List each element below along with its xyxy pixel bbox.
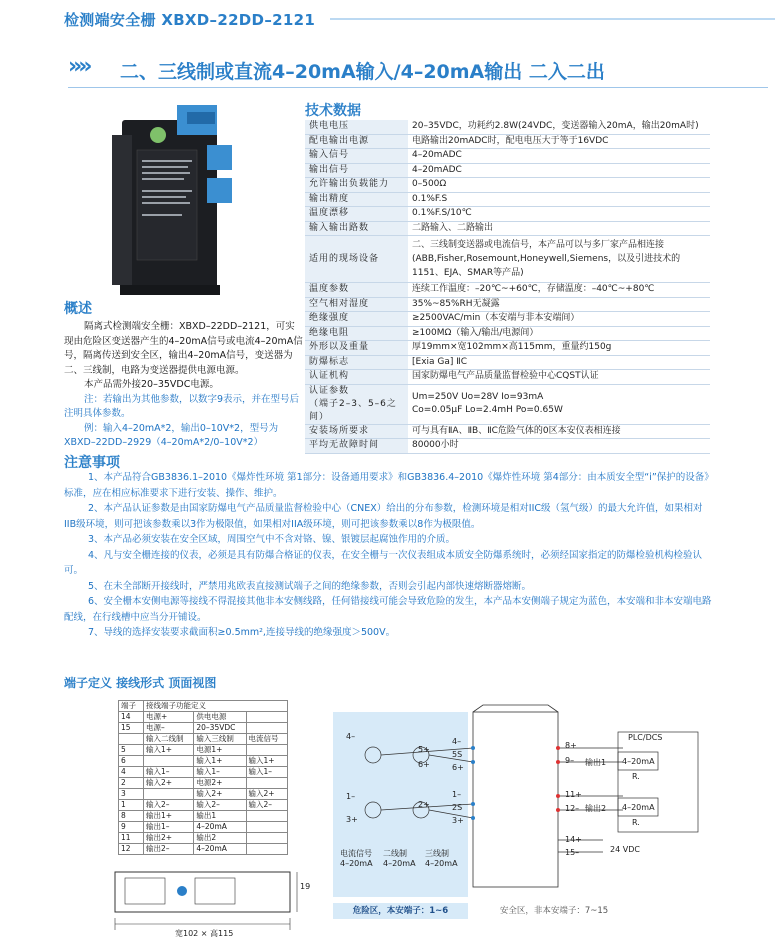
output1-range: 4–20mA (622, 757, 655, 766)
spec-value: 80000小时 (408, 439, 710, 454)
terminal-row: 8 输出1+ 输出1 (119, 811, 288, 822)
spec-row (305, 370, 710, 385)
note-item: 6、安全栅本安侧电源等接线不得混接其他非本安侧线路，任何错接线可能会导致危险的发生，本产品本安侧端子规定为蓝色，本安端和非本安端电路配线，在行线槽中应当分开铺设。 (64, 596, 712, 623)
spec-value: 连续工作温度：–20℃~+60℃，存储温度：–40℃~+80℃ (408, 283, 710, 298)
overview-p1: 隔离式检测端安全栅：XBXD–22DD–2121，可实现由危险区变送器产生的4–20mA信号或电流4–20mA信号，隔离传送到安全区，输出4–20mA信号，变送器为二、三线制，电路为变送器提供电源电源。 (64, 321, 303, 376)
spec-row (305, 312, 710, 327)
terminal-heading: 端子定义 接线形式 顶面视图 (64, 676, 217, 690)
spec-row (305, 192, 710, 207)
term-mid-6: 6+ (452, 763, 464, 772)
terminal-row: 4 输入1– 输入1– 输入1– (119, 767, 288, 778)
spec-key: 输出精度 (305, 192, 408, 207)
spec-key: 绝缘强度 (305, 312, 408, 327)
plc-label: PLC/DCS (628, 733, 663, 742)
spec-row (305, 341, 710, 356)
spec-value: 0.1%F.S/10℃ (408, 207, 710, 222)
spec-row (305, 384, 710, 424)
spec-value: 二、三线制变送器或电流信号，本产品可以与多厂家产品相连接(ABB,Fisher,Rosemount,Honeywell,Siemens，以及引进技术的1151、EJA、SMAR等产品) (408, 236, 710, 283)
spec-key: 安装场所要求 (305, 424, 408, 439)
overview-heading: 概述 (64, 301, 92, 317)
spec-value: 国家防爆电气产品质量监督检验中心CQST认证 (408, 370, 710, 385)
output2-label: 输出2 (585, 804, 607, 813)
term-right-14: 14+ (565, 835, 582, 844)
spec-value: 二路输入、二路输出 (408, 221, 710, 236)
spec-value: 厚19mm×宽102mm×高115mm，重量约150g (408, 341, 710, 356)
spec-row (305, 439, 710, 454)
terminal-row: 12 输出2– 4–20mA (119, 844, 288, 855)
spec-value: 电路输出20mADC时，配电电压大于等于16VDC (408, 134, 710, 149)
term-mid-4: 4– (452, 737, 462, 746)
terminal-table: 端子 接线端子功能定义 14 电源+ 供电电源 15 电源– 20–35VDC 输入二线制 输入三线制 电流信号 5 输入1+ 电源1+ 6 输入1+ 输入1+ 4 输入1– 输入1– 输入1– 2 输入2+ 电源2+ 3 输入2+ 输入2+ 1 输入2– 输入2– 输入2– 8 输出1+ 输出1 9 输出1– 4–20mA 11 输出2+ 输出2 12 输出2– 4–20mA (118, 700, 288, 855)
spec-value: ≥100MΩ（输入/输出/电源间） (408, 326, 710, 341)
vdc-label: 24 VDC (610, 845, 640, 854)
spec-value: 可与具有ⅡA、ⅡB、ⅡC危险气体的0区本安仪表相连接 (408, 424, 710, 439)
spec-row (305, 424, 710, 439)
spec-row (305, 283, 710, 298)
spec-value: ≥2500VAC/min（本安端与非本安端间） (408, 312, 710, 327)
label-current-range: 4–20mA (340, 859, 373, 868)
note-item: 3、本产品必须安装在安全区域，周围空气中不含对铬、镍、银镀层起腐蚀作用的介质。 (88, 534, 456, 545)
note-item: 7、导线的选择安装要求截面积≥0.5mm²,连接导线的绝缘强度＞500V。 (88, 627, 396, 638)
danger-zone-label: 危险区，本安端子：1~6 (333, 903, 468, 919)
label-three-wire: 三线制 (425, 849, 449, 858)
resistor2-label: R. (632, 818, 640, 827)
spec-key: 供电电压 (305, 120, 408, 134)
term-left-5: 5+ (418, 745, 430, 754)
spec-row (305, 149, 710, 164)
header-bar (0, 0, 775, 36)
spec-key: 配电输出电源 (305, 134, 408, 149)
term-mid-2: 2S (452, 803, 463, 812)
dimension-width: 宽102 × 高115 (175, 929, 234, 938)
notes-list (64, 470, 714, 641)
spec-row (305, 326, 710, 341)
page-title: 检测端安全栅 XBXD–22DD–2121 (64, 11, 316, 29)
spec-key: 平均无故障时间 (305, 439, 408, 454)
header-divider (330, 18, 775, 20)
spec-row (305, 297, 710, 312)
spec-row (305, 207, 710, 222)
spec-value: Um=250V Uo=28V Io=93mA Co=0.05μF Lo=2.4mH Po=0.65W (408, 384, 710, 424)
term-left-6: 6+ (418, 760, 430, 769)
term-mid-3: 3+ (452, 816, 464, 825)
terminal-row: 15 电源– 20–35VDC (119, 723, 288, 734)
term-left-3: 3+ (346, 815, 358, 824)
resistor1-label: R. (632, 772, 640, 781)
term-right-8: 8+ (565, 741, 577, 750)
spec-key: 输出信号 (305, 163, 408, 178)
spec-key: 防爆标志 (305, 355, 408, 370)
note-item: 5、在未全部断开接线时，严禁用兆欧表直接测试端子之间的绝缘参数，否则会引起内部快速熔断器熔断。 (88, 580, 532, 592)
section-title-text: 二、三线制或直流4–20mA输入/4–20mA输出 二入二出 (120, 61, 605, 83)
spec-key: 外形以及重量 (305, 341, 408, 356)
section-underline (68, 87, 768, 88)
spec-row (305, 221, 710, 236)
spec-row (305, 236, 710, 283)
terminal-row: 5 输入1+ 电源1+ (119, 745, 288, 756)
spec-value: 0.1%F.S (408, 192, 710, 207)
note-item: 2、本产品认证参数是由国家防爆电气产品质量监督检验中心（CNEX）给出的分布参数，检测环境是相对IIC级（氢气级）的最大允许值，如果相对IIB级环境，则可把该参数乘以3作为极限值，如果相对IIA级环境，则可把该参数乘以8作为极限值。 (64, 503, 703, 530)
product-image (92, 100, 242, 300)
label-two-wire-range: 4–20mA (383, 859, 416, 868)
spec-value: 0–500Ω (408, 178, 710, 193)
term-left-2: 2+ (418, 800, 430, 809)
spec-key: 允许输出负载能力 (305, 178, 408, 193)
term-left-1: 1– (346, 792, 356, 801)
spec-key: 温度漂移 (305, 207, 408, 222)
label-current-signal: 电流信号 (340, 849, 372, 858)
spec-value: [Exia Ga] ⅡC (408, 355, 710, 370)
terminal-row: 1 输入2– 输入2– 输入2– (119, 800, 288, 811)
specs-table (305, 120, 710, 454)
spec-row (305, 134, 710, 149)
term-right-12: 12– (565, 804, 580, 813)
spec-key: 输入输出路数 (305, 221, 408, 236)
term-right-9: 9– (565, 756, 575, 765)
terminal-row: 9 输出1– 4–20mA (119, 822, 288, 833)
overview-p2: 本产品需外接20–35VDC电源。 (84, 379, 219, 390)
overview-note: 注：若输出为其他参数，以数字9表示，并在型号后注明具体参数。 (64, 393, 300, 419)
term-left-4: 4– (346, 732, 356, 741)
terminal-row: 6 输入1+ 输入1+ (119, 756, 288, 767)
spec-row (305, 163, 710, 178)
spec-value: 35%~85%RH无凝露 (408, 297, 710, 312)
spec-key: 输入信号 (305, 149, 408, 164)
terminal-row: 输入二线制 输入三线制 电流信号 (119, 734, 288, 745)
spec-key: 认证参数 （端子2–3、5–6之间） (305, 384, 408, 424)
output2-range: 4–20mA (622, 803, 655, 812)
terminal-row: 3 输入2+ 输入2+ (119, 789, 288, 800)
terminal-row: 11 输出2+ 输出2 (119, 833, 288, 844)
term-mid-1: 1– (452, 790, 462, 799)
term-right-11: 11+ (565, 790, 582, 799)
label-two-wire: 二线制 (383, 849, 407, 858)
spec-row (305, 178, 710, 193)
spec-key: 绝缘电阻 (305, 326, 408, 341)
spec-row (305, 120, 710, 134)
note-item: 4、凡与安全栅连接的仪表，必须是具有防爆合格证的仪表，在安全栅与一次仪表组成本质安全防爆系统时，必须经国家指定的防爆检验机构检验认可。 (64, 549, 703, 576)
spec-value: 4–20mADC (408, 163, 710, 178)
note-item: 1、本产品符合GB3836.1–2010《爆炸性环境 第1部分：设备通用要求》和GB3836.4–2010《爆炸性环境 第4部分：由本质安全型“i”保护的设备》标准，应在相应标准要求下进行安装、操作、维护。 (64, 472, 714, 499)
safe-zone-label: 安全区，非本安端子：7~15 (499, 906, 609, 916)
notes-heading: 注意事项 (64, 455, 120, 471)
overview-example: 例：输入4–20mA*2，输出0–10V*2，型号为XBXD–22DD–2929（4–20mA*2/0–10V*2） (64, 422, 279, 448)
double-chevron-icon: »» (68, 54, 89, 79)
terminal-row: 2 输入2+ 电源2+ (119, 778, 288, 789)
dimension-height: 19 (300, 882, 311, 891)
spec-key: 认证机构 (305, 370, 408, 385)
wiring-diagram (333, 700, 703, 900)
specs-heading: 技术数据 (305, 103, 361, 119)
overview-text (64, 320, 304, 451)
output1-label: 输出1 (585, 758, 607, 767)
spec-value: 20–35VDC，功耗约2.8W(24VDC，变送器输入20mA，输出20mA时) (408, 120, 710, 134)
spec-value: 4–20mADC (408, 149, 710, 164)
term-right-15: 15– (565, 848, 580, 857)
section-title (68, 55, 768, 85)
spec-key: 温度参数 (305, 283, 408, 298)
term-mid-5: 5S (452, 750, 463, 759)
label-three-wire-range: 4–20mA (425, 859, 458, 868)
spec-key: 空气相对湿度 (305, 297, 408, 312)
spec-key: 适用的现场设备 (305, 236, 408, 283)
terminal-row: 14 电源+ 供电电源 (119, 712, 288, 723)
spec-row (305, 355, 710, 370)
